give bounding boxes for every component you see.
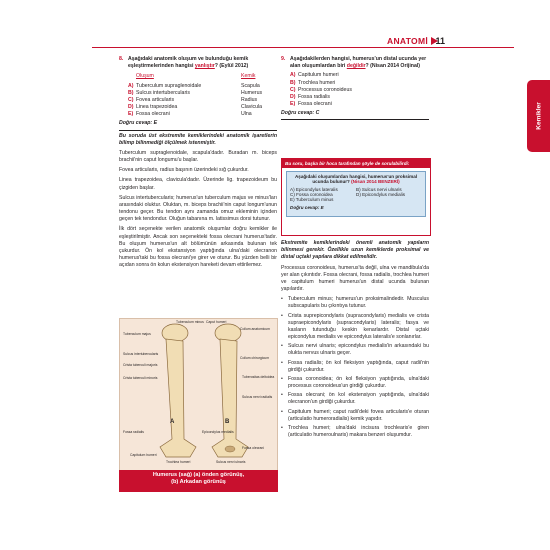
side-tab[interactable]	[527, 80, 550, 152]
right-intro: Ekstremite kemiklerindeki önemli anatomik yapıların bilinmesi gerekir. Özellikle uzun kemiklerde proksimal ve distal uçtaki yapılara dikkat edilmelidir.	[281, 240, 429, 261]
bullet-item	[281, 392, 429, 406]
bullet-item	[281, 376, 429, 390]
question-8-col-headers: Oluşum Kemik	[136, 73, 256, 80]
option-letter: D)	[290, 93, 296, 100]
option-row	[128, 97, 277, 104]
option-row	[128, 111, 277, 118]
label-capitulum-humeri: Capitulum humeri	[130, 453, 157, 457]
alt-option: B) Sulcus nervi ulnaris	[356, 187, 402, 192]
figure-caption: Humerus (sağ) (a) önden görünüş, (b) Arkadan görünüş	[119, 470, 278, 492]
alt-option: D) Epicondylus medialis	[356, 192, 406, 197]
question-8-answer: Doğru cevap: E	[119, 120, 158, 127]
header-rule	[92, 47, 514, 48]
option-structure: Linea trapezoidea	[136, 104, 178, 111]
label-b: B	[225, 419, 230, 425]
bullet-dot: •	[281, 312, 283, 319]
left-paragraph-1: Tuberculum supraglenoidale, scapula'dadır. Buradan m. biceps brachii'nin caput longumu'u başlar.	[119, 149, 277, 164]
option-letter: A)	[128, 82, 134, 89]
label-tuberositas-deltoidea: Tuberositas deltoidea	[242, 375, 275, 379]
left-column	[119, 56, 277, 272]
label-caput-humeri: Caput humeri	[206, 320, 227, 324]
bullet-dot: •	[281, 296, 283, 303]
bullet-dot: •	[281, 424, 283, 431]
side-tab-label: Kemikler	[535, 102, 542, 130]
option-letter: B)	[290, 79, 296, 86]
option-bone: Ulna	[241, 111, 252, 118]
alt-option: A) Epicondylus lateralis	[290, 187, 338, 192]
bullet-item	[281, 409, 429, 423]
label-fossa-olecrani: Fossa olecrani	[242, 446, 265, 450]
bullet-text: Capitulum humeri; caput radii'deki fovea articularis'e oturan (articulatio humeroradialis) kemik yapıdır.	[288, 408, 429, 422]
option-row	[290, 101, 429, 108]
question-9	[281, 56, 429, 120]
alt-question-stem: Aşağıdaki oluşumlardan hangisi, humerus'un proksimal ucunda bulunur? (Nisan 2014 BENZERİ)	[294, 174, 418, 184]
left-paragraph-2: Fovea articularis, radius başının üzerindeki sığ çukurdur.	[119, 167, 249, 174]
question-9-options	[290, 72, 429, 108]
option-structure: Sulcus intertubercularis	[136, 89, 190, 96]
left-paragraph-5: İlk dört seçenekte verilen anatomik oluşumlar doğru kemikler ile eşleştirilmiştir. Ancak son seçenekteki fossa olecrani humerus'tadır. Bu oluşum humerus'un alt bölümünün arkasında bulunan tek çukurdur. Ön kol ekstansiyon yaptığında ulna'daki olecranon humerus'taki bu fossa olecrani'ye girer ve oturur. Bu yüzden belli bir açıdan sonra ön kolun ekstensiyon hareketi devam ettirilemez.	[119, 226, 277, 269]
option-row	[128, 83, 277, 90]
option-row	[290, 80, 429, 87]
bullet-item	[281, 343, 429, 357]
bullet-text: Fossa olecrani; ön kol ekstensiyon yaptığında, ulna'daki olecranon'un girdiği çukurdur.	[288, 392, 429, 406]
question-9-number: 9.	[281, 56, 286, 62]
left-intro: Bu soruda üst ekstremite kemiklerindeki anatomik işaretlerin bilimp bilinmediği ölçülmek istenmiştir.	[119, 132, 277, 146]
option-letter: E)	[290, 101, 296, 108]
humerus-figure	[119, 318, 278, 471]
option-structure: Fossa olecrani	[136, 111, 170, 118]
option-structure: Tuberculum supraglenoidale	[136, 82, 202, 89]
label-fossa-radialis: Fossa radialis	[123, 430, 144, 434]
right-column	[281, 56, 429, 122]
option-text: Fossa olecrani	[298, 101, 332, 108]
bullet-text: Trochlea humeri; ulna'daki incisura trochlearis'e giren (articulatio humeroulnaris) makara benzeri oluşumdur.	[288, 424, 429, 439]
option-letter: A)	[290, 72, 296, 79]
option-letter: C)	[290, 86, 296, 93]
label-tuberculum-minus: Tuberculum minus	[176, 320, 204, 324]
alt-question-title: Bu soru, başka bir hoca tarafından şöyle de sorulabilirdi:	[282, 159, 430, 168]
bullet-item	[281, 296, 429, 310]
option-bone: Scapula	[241, 82, 260, 89]
bullet-dot: •	[281, 375, 283, 382]
label-tuberculum-majus: Tuberculum majus	[123, 332, 151, 336]
label-sulcus-intertubercularis: Sulcus intertubercularis	[123, 352, 159, 356]
left-paragraph-4: Sulcus intertubercularis; humerus'un tuberculum majus ve minus'ları arasındaki oluktur. Oluktan, m. biceps brachii'nin caput longum'unun tendonu geçer. Bu tendon aynı zamanda omuz ekleminin içinden geçen tek tendondur. Oluğun tabanına m. latissimus dorsi tutunur.	[119, 194, 277, 223]
question-8-stem: Aşağıdaki anatomik oluşum ve bulunduğu kemik eşleştirmelerinden hangisi yanlıştır? (Eylül 2012)	[128, 56, 249, 70]
alt-question-box	[281, 158, 431, 236]
option-row	[290, 72, 429, 79]
label-crista-tuberculi-minoris: Crista tuberculi minoris	[123, 376, 158, 380]
bullet-item	[281, 425, 429, 439]
label-sulcus-nervi-radialis: Sulcus nervi radialis	[242, 395, 273, 399]
option-row	[128, 104, 277, 111]
bullet-dot: •	[281, 408, 283, 415]
option-text: Fossa radialis	[298, 93, 331, 100]
option-letter: B)	[128, 89, 134, 96]
bullet-item	[281, 313, 429, 342]
label-a: A	[170, 419, 175, 425]
bullet-text: Tuberculum minus; humerus'un proksimalindedir. Musculus subscapularis bu çıkıntıya tutunur.	[288, 296, 429, 310]
bullet-text: Crista suprepicondylaris (supracondylaris) medialis ve crista supraepicondylaris (supracondylaris) lateralis; fasya ve kasların tutunduğu keskin kenarlardır. Distal uçtaki epicondylus medialis ve epicondylus lateralis'e sonlanırlar.	[288, 312, 429, 341]
header-title: ANATOMİ	[387, 36, 428, 46]
option-letter: D)	[128, 104, 134, 111]
bullet-dot: •	[281, 359, 283, 366]
option-bone: Clavicula	[241, 104, 263, 111]
label-collum-anatomicum: Collum anatomicum	[240, 327, 270, 331]
bullet-dot: •	[281, 343, 283, 350]
divider	[281, 119, 429, 120]
page-number: 11	[435, 36, 445, 46]
option-letter: E)	[128, 111, 134, 118]
bullet-list	[281, 296, 429, 439]
alt-option: C) Fossa coronoidea	[290, 192, 333, 197]
alt-question-inner	[286, 171, 426, 217]
right-paragraph-1: Processus coronoideus, humerus'ta değil, ulna ve mandibula'da yer alan çıkıntıdır. Fossa olecrani, fossa radialis, trochlea humeri ve capitulum humeri humerus'un distal ucunda bulunan yapılardır.	[281, 264, 429, 293]
label-trochlea-humeri: Trochlea humeri	[166, 460, 191, 464]
bullet-item	[281, 360, 429, 374]
option-text: Capitulum humeri	[298, 72, 339, 79]
option-text: Processus coronoideus	[298, 86, 352, 93]
question-8-options	[128, 83, 277, 119]
label-epicondylus-medialis: Epicondylus medialis	[202, 430, 234, 434]
question-8	[119, 56, 277, 131]
option-row	[290, 94, 429, 101]
divider	[119, 130, 277, 131]
question-9-answer: Doğru cevap: C	[281, 110, 320, 117]
option-structure: Fovea articularis	[136, 96, 175, 103]
option-text: Trochlea humeri	[298, 79, 336, 86]
option-bone: Humerus	[241, 89, 263, 96]
alt-question-options	[290, 187, 422, 202]
alt-question-answer: Doğru cevap: E	[290, 205, 324, 210]
alt-option: E) Tuberculum minus	[290, 197, 334, 202]
bullet-text: Sulcus nervi ulnaris; epicondylus medialis'in arkasındaki bu olukta nervus ulnaris geçer.	[288, 343, 429, 357]
option-letter: C)	[128, 96, 134, 103]
bullet-text: Fossa radialis; ön kol fleksiyon yaptığında, caput radii'nin girdiği çukurdur.	[288, 359, 429, 373]
option-row	[290, 87, 429, 94]
question-8-number: 8.	[119, 56, 124, 62]
question-9-stem: Aşağıdakilerden hangisi, humerus'un distal ucunda yer alan oluşumlardan biri değildir? (Nisan 2014 Orijinal)	[290, 56, 427, 70]
bullet-dot: •	[281, 392, 283, 399]
left-paragraph-3: Linea trapezoidea, clavicula'dadır. Üzerinde lig. trapezoideum bu çizgiden başlar.	[119, 177, 277, 191]
option-bone: Radius	[241, 96, 258, 103]
label-crista-tuberculi-majoris: Crista tuberculi majoris	[123, 363, 158, 367]
label-collum-chirurgicum: Collum chirurgicum	[240, 356, 270, 360]
bullet-text: Fossa coronoidea; ön kol fleksiyon yaptığında, ulna'daki processus coronoideus'un girdiği çukurdur.	[288, 375, 429, 390]
option-row	[128, 90, 277, 97]
label-sulcus-nervi-ulnaris: Sulcus nervi ulnaris	[216, 460, 246, 464]
right-text	[281, 240, 429, 441]
